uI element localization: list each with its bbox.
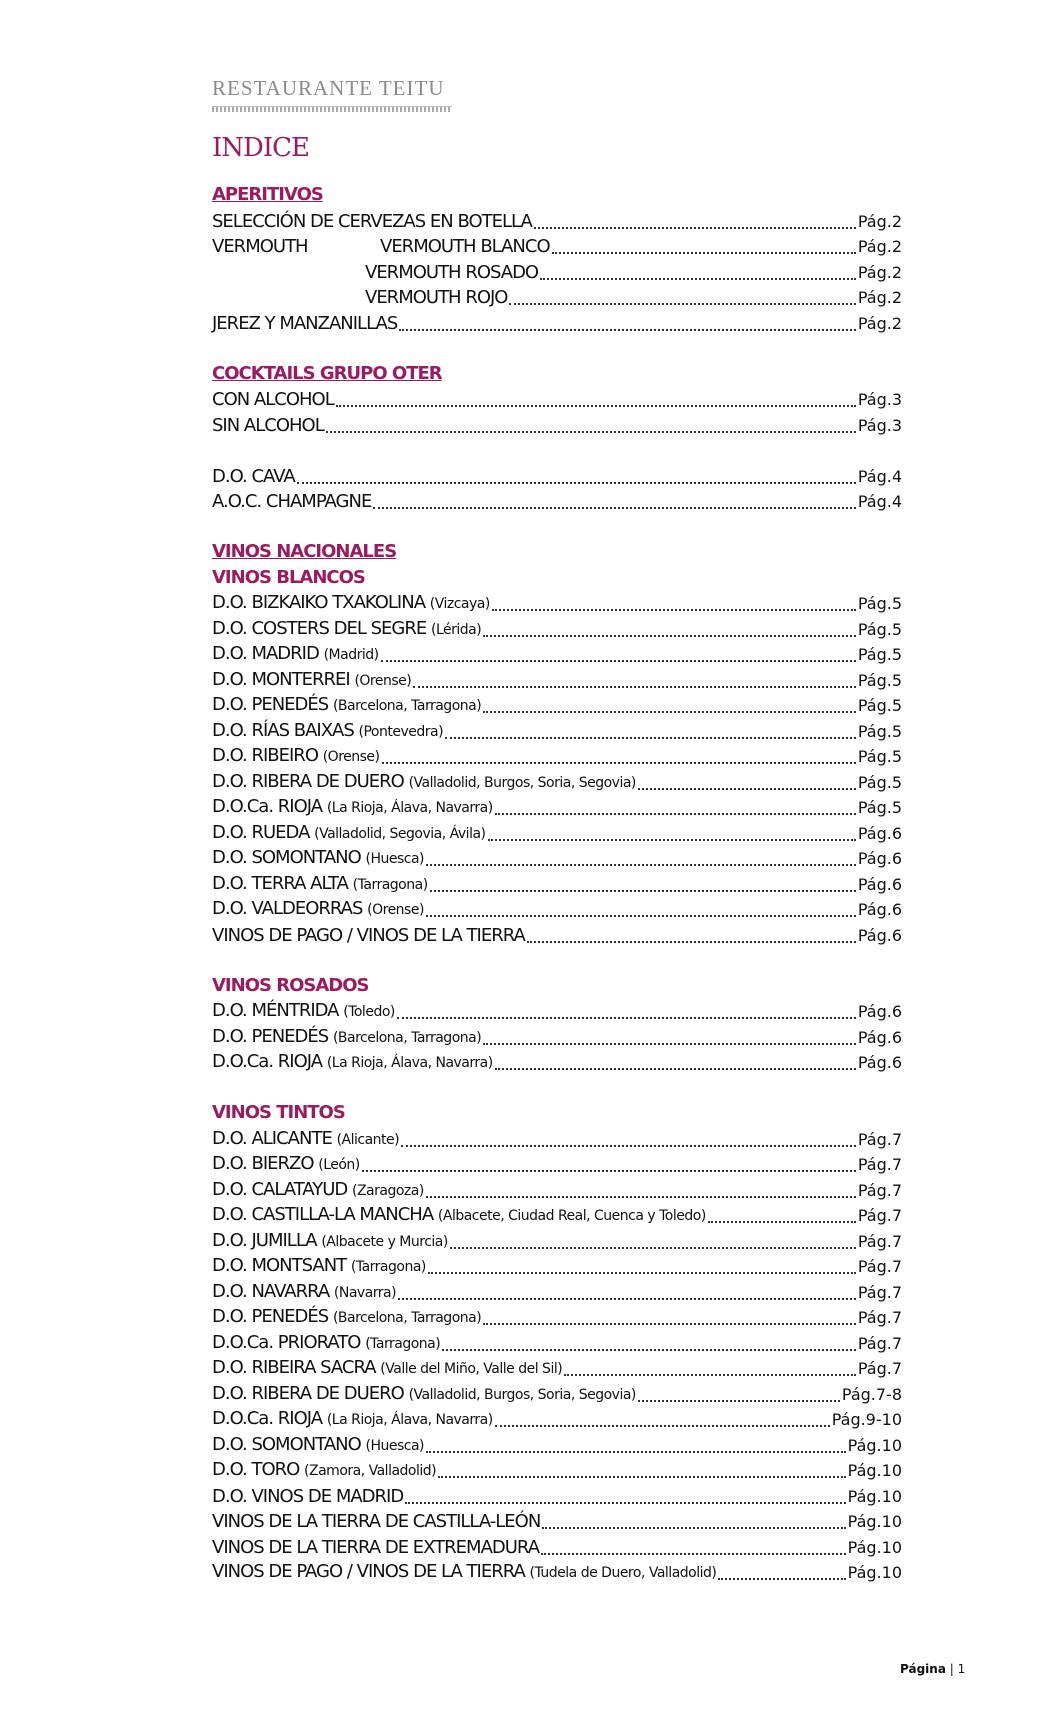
toc-row[interactable] bbox=[212, 1178, 902, 1203]
toc-row[interactable] bbox=[212, 1280, 902, 1305]
toc-page-ref: Pág.5 bbox=[857, 619, 902, 639]
toc-row[interactable] bbox=[212, 897, 902, 922]
toc-page-ref: Pág.4 bbox=[857, 492, 902, 511]
toc-entry-title: D.O. PENEDÉS bbox=[212, 1306, 329, 1327]
toc-entry-title: D.O. VALDEORRAS bbox=[212, 898, 363, 919]
toc-row[interactable] bbox=[212, 209, 902, 234]
toc-dot-leader bbox=[540, 278, 856, 280]
toc-dot-leader bbox=[509, 303, 855, 305]
toc-page-ref: Pág.5 bbox=[857, 696, 902, 715]
toc-row[interactable] bbox=[212, 1203, 902, 1228]
toc-row[interactable] bbox=[212, 464, 902, 489]
toc-page-ref: Pág.10 bbox=[847, 1435, 902, 1455]
toc-entry-text bbox=[212, 999, 395, 1024]
toc-page-ref: Pág.2 bbox=[857, 313, 902, 333]
toc-entry-text bbox=[212, 591, 490, 616]
toc-entry-region: (Orense) bbox=[367, 902, 424, 918]
toc-entry-title: D.O. NAVARRA bbox=[212, 1280, 330, 1302]
toc-entry-text bbox=[212, 1025, 481, 1050]
toc-row[interactable] bbox=[212, 693, 902, 718]
toc-page-ref: Pág.6 bbox=[857, 1053, 902, 1072]
footer-page-number: 1 bbox=[957, 1662, 966, 1676]
toc-page-ref: Pág.5 bbox=[857, 798, 902, 817]
toc-entry-title: SELECCIÓN DE CERVEZAS EN BOTELLA bbox=[212, 210, 532, 232]
toc-row[interactable] bbox=[212, 872, 902, 897]
toc-entry-title: D.O. TERRA ALTA bbox=[212, 872, 348, 894]
page-title: INDICE bbox=[212, 133, 310, 163]
toc-entry-title: D.O. RIBEIRO bbox=[212, 745, 318, 766]
toc-entry-text bbox=[212, 744, 380, 769]
toc-entry-text bbox=[212, 1382, 636, 1407]
toc-entry-title: D.O. BIERZO bbox=[212, 1153, 314, 1174]
toc-entry-title: A.O.C. CHAMPAGNE bbox=[212, 491, 372, 512]
toc-entry-title: D.O. CASTILLA-LA MANCHA bbox=[212, 1204, 434, 1225]
toc-dot-leader bbox=[495, 1425, 830, 1427]
toc-dot-leader bbox=[483, 1043, 856, 1045]
toc-page-ref: Pág.3 bbox=[857, 390, 902, 409]
toc-row[interactable] bbox=[212, 668, 902, 693]
toc-page-ref: Pág.7 bbox=[857, 1333, 902, 1353]
toc-entry-text bbox=[212, 312, 397, 336]
toc-entry-text bbox=[212, 465, 295, 489]
toc-entry-region: (Navarra) bbox=[333, 1284, 397, 1301]
toc-row[interactable] bbox=[212, 591, 902, 616]
toc-row[interactable] bbox=[212, 1484, 902, 1509]
toc-dot-leader bbox=[397, 1017, 856, 1019]
toc-row[interactable] bbox=[212, 1535, 902, 1560]
toc-entry-title: VINOS DE PAGO / VINOS DE LA TIERRA bbox=[212, 924, 525, 946]
toc-dot-leader bbox=[426, 1451, 846, 1453]
toc-entry-title: D.O. VINOS DE MADRID bbox=[212, 1485, 404, 1507]
toc-entry-title: D.O. ALICANTE bbox=[212, 1127, 332, 1149]
toc-entry-title: VINOS DE LA TIERRA DE EXTREMADURA bbox=[212, 1536, 540, 1558]
toc-dot-leader bbox=[708, 1221, 856, 1223]
toc-dot-leader bbox=[564, 1374, 856, 1376]
toc-dot-leader bbox=[483, 1323, 856, 1325]
toc-entry-text bbox=[212, 617, 481, 642]
toc-entry-title: SIN ALCOHOL bbox=[212, 414, 324, 436]
toc-entry-title: VERMOUTH ROSADO bbox=[365, 261, 539, 283]
toc-entry-title: VERMOUTH ROJO bbox=[365, 287, 508, 308]
toc-page-ref: Pág.2 bbox=[857, 288, 902, 307]
toc-entry-title: D.O. RUEDA bbox=[212, 821, 310, 843]
toc-dot-leader bbox=[373, 507, 856, 509]
toc-row[interactable] bbox=[212, 617, 902, 642]
toc-entry-text bbox=[212, 719, 443, 744]
toc-entry-region: (Zaragoza) bbox=[351, 1182, 424, 1199]
toc-entry-title: D.O. MADRID bbox=[212, 643, 319, 664]
toc-page-ref: Pág.10 bbox=[847, 1461, 902, 1480]
toc-dot-leader bbox=[492, 609, 856, 611]
toc-entry-title: D.O. SOMONTANO bbox=[212, 1433, 361, 1455]
toc-dot-leader bbox=[401, 1145, 856, 1147]
toc-entry-title: D.O. COSTERS DEL SEGRE bbox=[212, 617, 427, 639]
toc-row[interactable] bbox=[212, 1229, 902, 1254]
page-footer bbox=[900, 1662, 965, 1676]
toc-page-ref: Pág.7 bbox=[857, 1308, 902, 1327]
toc-entry-title: D.O. PENEDÉS bbox=[212, 1025, 329, 1047]
toc-entry-text bbox=[212, 1152, 360, 1177]
toc-dot-leader bbox=[542, 1527, 845, 1529]
toc-dot-leader bbox=[450, 1247, 856, 1249]
toc-dot-leader bbox=[638, 1400, 840, 1402]
toc-row[interactable] bbox=[212, 642, 902, 667]
restaurant-header: RESTAURANTE TEITU bbox=[212, 76, 445, 100]
toc-entry-text bbox=[212, 668, 411, 693]
toc-dot-leader bbox=[445, 737, 856, 739]
toc-row[interactable] bbox=[212, 311, 902, 336]
toc-entry-title: D.O. JUMILLA bbox=[212, 1229, 317, 1251]
toc-row[interactable] bbox=[212, 744, 902, 769]
subsection-heading-rosados: VINOS ROSADOS bbox=[212, 974, 369, 996]
toc-group-label: VERMOUTH bbox=[212, 236, 308, 257]
toc-entry-region: (Zamora, Valladolid) bbox=[304, 1463, 437, 1479]
toc-dot-leader bbox=[495, 813, 856, 815]
toc-entry-title: VINOS DE LA TIERRA DE CASTILLA-LEÓN bbox=[212, 1511, 541, 1532]
toc-page-ref: Pág.6 bbox=[857, 1002, 902, 1021]
toc-dot-leader bbox=[426, 915, 856, 917]
toc-entry-region: (Tarragona) bbox=[350, 1259, 426, 1275]
toc-entry-region: (La Rioja, Álava, Navarra) bbox=[326, 1055, 493, 1071]
toc-page-ref: Pág.6 bbox=[857, 849, 902, 868]
toc-page-ref: Pág.2 bbox=[857, 211, 902, 231]
toc-page-ref: Pág.6 bbox=[857, 874, 902, 894]
toc-entry-text bbox=[212, 1536, 539, 1560]
toc-entry-title: D.O. MONTSANT bbox=[212, 1255, 347, 1276]
toc-page-ref: Pág.5 bbox=[857, 594, 902, 613]
toc-row[interactable] bbox=[212, 1025, 902, 1050]
toc-entry-region: (Huesca) bbox=[365, 851, 425, 867]
toc-entry-text bbox=[212, 821, 486, 846]
toc-page-ref: Pág.5 bbox=[857, 721, 902, 741]
toc-entry-text bbox=[212, 235, 550, 259]
toc-row[interactable] bbox=[212, 387, 902, 412]
toc-entry-region: (La Rioja, Álava, Navarra) bbox=[326, 1412, 493, 1428]
toc-page-ref: Pág.7 bbox=[857, 1180, 902, 1200]
toc-page-ref: Pág.10 bbox=[847, 1512, 902, 1531]
toc-row[interactable] bbox=[212, 1433, 902, 1458]
toc-entry-text bbox=[212, 1485, 403, 1509]
toc-entry-text bbox=[212, 1280, 396, 1305]
toc-row[interactable] bbox=[212, 1152, 902, 1177]
toc-entry-text bbox=[212, 872, 428, 897]
toc-row[interactable] bbox=[212, 1305, 902, 1330]
toc-entry-title: D.O.Ca. RIOJA bbox=[212, 1408, 323, 1429]
toc-entry-title: D.O. SOMONTANO bbox=[212, 847, 361, 868]
toc-dot-leader bbox=[297, 482, 856, 484]
toc-dot-leader bbox=[483, 711, 856, 713]
toc-entry-title: D.O. CALATAYUD bbox=[212, 1178, 348, 1200]
toc-dot-leader bbox=[426, 1196, 856, 1198]
toc-page-ref: Pág.6 bbox=[857, 823, 902, 843]
toc-row[interactable] bbox=[212, 489, 902, 514]
toc-page-ref: Pág.3 bbox=[857, 415, 902, 435]
toc-row[interactable] bbox=[212, 719, 902, 744]
toc-entry-text bbox=[212, 1458, 436, 1483]
toc-page-ref: Pág.7 bbox=[857, 1257, 902, 1276]
toc-entry-text bbox=[212, 795, 493, 820]
toc-entry-title: VERMOUTH BLANCO bbox=[380, 236, 550, 257]
toc-entry-text bbox=[212, 388, 334, 412]
toc-dot-leader bbox=[552, 252, 856, 254]
toc-entry-title: D.O. RIBERA DE DUERO bbox=[212, 1382, 404, 1404]
toc-entry-region: (Albacete, Ciudad Real, Cuenca y Toledo) bbox=[437, 1208, 706, 1224]
toc-entry-title: D.O. TORO bbox=[212, 1459, 300, 1480]
toc-page-ref: Pág.10 bbox=[847, 1486, 902, 1506]
toc-entry-title: VINOS DE PAGO / VINOS DE LA TIERRA bbox=[212, 1561, 525, 1582]
toc-entry-text bbox=[212, 1510, 540, 1534]
toc-row[interactable] bbox=[212, 1356, 902, 1381]
toc-page-ref: Pág.7-8 bbox=[841, 1384, 902, 1404]
toc-dot-leader bbox=[398, 1298, 856, 1300]
toc-entry-region: (Tudela de Duero, Valladolid) bbox=[529, 1565, 717, 1581]
toc-entry-region: (Valladolid, Burgos, Soria, Segovia) bbox=[408, 1386, 636, 1403]
toc-entry-title: D.O. RIBERA DE DUERO bbox=[212, 770, 404, 792]
toc-row[interactable] bbox=[212, 1050, 902, 1075]
toc-page-ref: Pág.7 bbox=[857, 1282, 902, 1302]
toc-page-ref: Pág.5 bbox=[857, 747, 902, 766]
toc-dot-leader bbox=[336, 405, 856, 407]
toc-dot-leader bbox=[382, 762, 856, 764]
toc-entry-title: D.O. CAVA bbox=[212, 465, 295, 487]
toc-entry-text bbox=[212, 846, 424, 871]
toc-row[interactable] bbox=[212, 1127, 902, 1152]
toc-entry-text bbox=[212, 210, 532, 234]
toc-entry-title: D.O. BIZKAIKO TXAKOLINA bbox=[212, 592, 426, 613]
toc-entry-text bbox=[212, 924, 525, 948]
toc-row[interactable] bbox=[212, 1458, 902, 1483]
toc-page-ref: Pág.7 bbox=[857, 1155, 902, 1174]
toc-dot-leader bbox=[428, 1272, 856, 1274]
toc-entry-text bbox=[212, 1050, 493, 1075]
toc-dot-leader bbox=[638, 788, 856, 790]
toc-row[interactable] bbox=[212, 1382, 902, 1407]
toc-page-ref: Pág.7 bbox=[857, 1129, 902, 1149]
toc-entry-title: CON ALCOHOL bbox=[212, 389, 334, 410]
toc-dot-leader bbox=[495, 1068, 856, 1070]
toc-entry-text bbox=[212, 261, 538, 285]
section-heading-aperitivos: APERITIVOS bbox=[212, 184, 323, 205]
toc-entry-region: (León) bbox=[318, 1157, 360, 1173]
toc-entry-text bbox=[212, 286, 507, 310]
toc-entry-region: (Valladolid, Burgos, Soria, Segovia) bbox=[408, 774, 636, 791]
footer-page-label: Página bbox=[900, 1662, 946, 1676]
toc-dot-leader bbox=[541, 1553, 846, 1555]
toc-entry-text bbox=[212, 897, 424, 922]
toc-entry-region: (Valladolid, Segovia, Ávila) bbox=[314, 825, 486, 842]
toc-entry-title: D.O.Ca. RIOJA bbox=[212, 796, 323, 817]
toc-entry-text bbox=[212, 1356, 562, 1381]
section-heading-vinos-nacionales: VINOS NACIONALES bbox=[212, 541, 397, 562]
toc-dot-leader bbox=[718, 1578, 845, 1580]
toc-row[interactable] bbox=[212, 846, 902, 871]
toc-page-ref: Pág.4 bbox=[857, 466, 902, 486]
toc-entry-text bbox=[212, 490, 371, 514]
toc-dot-leader bbox=[483, 635, 856, 637]
toc-entry-region: (Barcelona, Tarragona) bbox=[332, 698, 482, 714]
toc-dot-leader bbox=[534, 227, 856, 229]
toc-entry-text bbox=[212, 1127, 399, 1152]
toc-page-ref: Pág.7 bbox=[857, 1359, 902, 1378]
section-heading-cocktails: COCKTAILS GRUPO OTER bbox=[212, 362, 442, 384]
toc-entry-title: D.O.Ca. RIOJA bbox=[212, 1051, 323, 1072]
toc-dot-leader bbox=[527, 941, 856, 943]
toc-row[interactable] bbox=[212, 234, 902, 259]
toc-dot-leader bbox=[442, 1349, 856, 1351]
toc-entry-region: (Barcelona, Tarragona) bbox=[332, 1029, 482, 1046]
toc-entry-region: (Albacete y Murcia) bbox=[321, 1233, 448, 1250]
subsection-heading-blancos: VINOS BLANCOS bbox=[212, 566, 365, 588]
toc-entry-text bbox=[212, 1178, 424, 1203]
toc-dot-leader bbox=[405, 1502, 845, 1504]
toc-entry-region: (Pontevedra) bbox=[358, 723, 444, 740]
toc-row[interactable] bbox=[212, 770, 902, 795]
toc-entry-text bbox=[212, 693, 481, 718]
toc-row[interactable] bbox=[212, 923, 902, 948]
toc-page-ref: Pág.7 bbox=[857, 1206, 902, 1225]
toc-entry-text bbox=[212, 642, 379, 667]
toc-page-ref: Pág.5 bbox=[857, 670, 902, 690]
toc-dot-leader bbox=[413, 686, 856, 688]
toc-page-ref: Pág.6 bbox=[857, 925, 902, 945]
toc-entry-region: (Madrid) bbox=[323, 647, 379, 663]
toc-entry-title: D.O.Ca. PRIORATO bbox=[212, 1331, 361, 1353]
toc-row[interactable] bbox=[212, 999, 902, 1024]
toc-entry-region: (Alicante) bbox=[336, 1131, 400, 1148]
toc-entry-text bbox=[212, 1560, 716, 1585]
toc-page-ref: Pág.10 bbox=[847, 1563, 902, 1582]
toc-entry-text bbox=[212, 1203, 706, 1228]
toc-entry-region: (Tarragona) bbox=[365, 1335, 441, 1352]
toc-page-ref: Pág.5 bbox=[857, 645, 902, 664]
toc-entry-region: (Orense) bbox=[354, 672, 412, 689]
toc-entry-title: D.O. RIBEIRA SACRA bbox=[212, 1357, 376, 1378]
toc-dot-leader bbox=[362, 1170, 856, 1172]
toc-entry-region: (Vizcaya) bbox=[429, 596, 490, 612]
toc-page-ref: Pág.6 bbox=[857, 1027, 902, 1047]
toc-entry-text bbox=[212, 1433, 424, 1458]
toc-entry-title: JEREZ Y MANZANILLAS bbox=[212, 312, 398, 334]
toc-entry-text bbox=[212, 770, 636, 795]
toc-row[interactable] bbox=[212, 413, 902, 438]
toc-entry-region: (Valle del Miño, Valle del Sil) bbox=[380, 1361, 563, 1377]
toc-entry-region: (Orense) bbox=[322, 749, 380, 765]
toc-row[interactable] bbox=[212, 1254, 902, 1279]
toc-page-ref: Pág.10 bbox=[847, 1537, 902, 1557]
toc-entry-region: (Tarragona) bbox=[352, 876, 428, 893]
toc-entry-region: (Lérida) bbox=[431, 621, 482, 638]
toc-entry-region: (Barcelona, Tarragona) bbox=[332, 1310, 482, 1326]
toc-entry-title: D.O. MONTERREI bbox=[212, 668, 350, 690]
toc-dot-leader bbox=[430, 890, 856, 892]
toc-entry-title: D.O. PENEDÉS bbox=[212, 694, 329, 715]
toc-page-ref: Pág.6 bbox=[857, 900, 902, 919]
toc-entry-text bbox=[212, 1331, 440, 1356]
toc-page-ref: Pág.5 bbox=[857, 772, 902, 792]
toc-row[interactable] bbox=[212, 1509, 902, 1534]
toc-row[interactable] bbox=[212, 1407, 902, 1432]
toc-dot-leader bbox=[326, 431, 856, 433]
toc-entry-text bbox=[212, 414, 324, 438]
toc-row[interactable] bbox=[212, 285, 902, 310]
toc-page-ref: Pág.2 bbox=[857, 262, 902, 282]
toc-dot-leader bbox=[488, 839, 856, 841]
toc-dot-leader bbox=[426, 864, 856, 866]
toc-page-ref: Pág.7 bbox=[857, 1231, 902, 1251]
toc-page-ref: Pág.9-10 bbox=[831, 1410, 902, 1429]
toc-page-ref: Pág.2 bbox=[857, 237, 902, 256]
toc-row[interactable] bbox=[212, 821, 902, 846]
toc-entry-title: D.O. MÉNTRIDA bbox=[212, 1000, 339, 1021]
toc-dot-leader bbox=[381, 660, 856, 662]
toc-row[interactable] bbox=[212, 260, 902, 285]
toc-dot-leader bbox=[438, 1476, 846, 1478]
toc-entry-region: (La Rioja, Álava, Navarra) bbox=[326, 800, 493, 816]
toc-entry-text bbox=[212, 1407, 493, 1432]
subsection-heading-tintos: VINOS TINTOS bbox=[212, 1102, 345, 1123]
toc-entry-text bbox=[212, 1254, 426, 1279]
toc-entry-region: (Huesca) bbox=[365, 1437, 425, 1454]
toc-row[interactable] bbox=[212, 1560, 902, 1585]
footer-separator: | bbox=[945, 1662, 958, 1676]
toc-row[interactable] bbox=[212, 1331, 902, 1356]
toc-entry-text bbox=[212, 1229, 448, 1254]
toc-dot-leader bbox=[399, 329, 856, 331]
toc-entry-region: (Toledo) bbox=[343, 1004, 395, 1020]
toc-entry-title: D.O. RÍAS BAIXAS bbox=[212, 719, 354, 741]
toc-entry-text bbox=[212, 1305, 481, 1330]
toc-row[interactable] bbox=[212, 795, 902, 820]
header-divider bbox=[212, 106, 452, 112]
